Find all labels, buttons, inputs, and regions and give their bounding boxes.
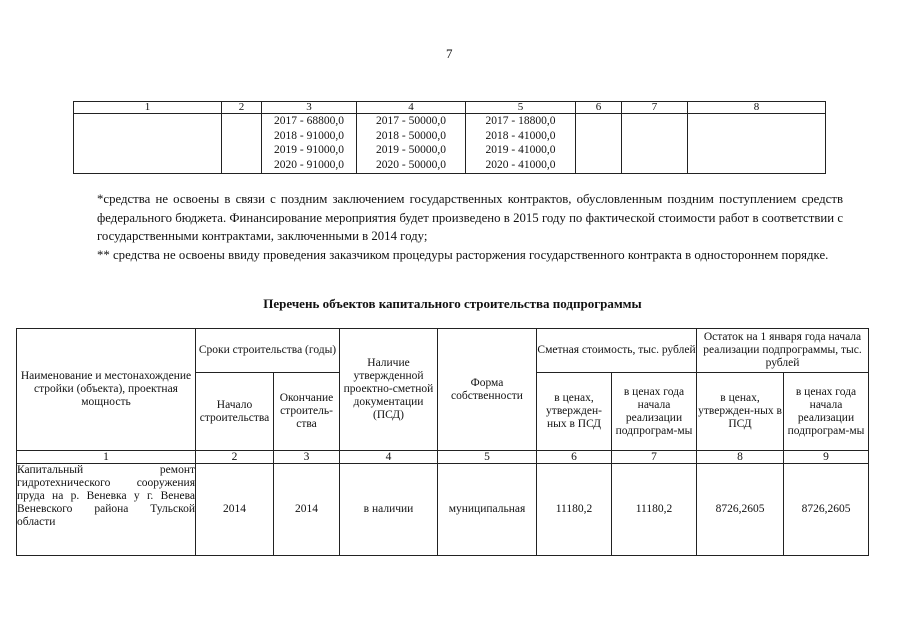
header-end: Окончание строитель-ства: [274, 373, 340, 451]
funding-year-value: 2017 - 18800,0: [485, 115, 556, 127]
column-number: 1: [17, 451, 196, 464]
header-remainder-start-year: в ценах года начала реализации подпрограм-мы: [784, 373, 869, 451]
header-object-name: Наименование и местонахождение стройки (объекта), проектная мощность: [17, 329, 196, 451]
cost-approved-cell: 11180,2: [537, 464, 612, 556]
funding-year-value: 2020 - 50000,0: [376, 158, 446, 171]
funding-year-value: 2019 - 91000,0: [274, 144, 344, 156]
footnotes: [97, 190, 843, 264]
header-cell: 4: [357, 102, 466, 114]
funding-year-value: 2018 - 91000,0: [274, 129, 344, 142]
funding-col5-cell: [466, 114, 576, 174]
table-header-row: [17, 329, 869, 373]
table-cell: [688, 114, 826, 174]
header-remainder-approved: в ценах, утвержден-ных в ПСД: [697, 373, 784, 451]
table-row: [74, 114, 826, 174]
column-number: 4: [340, 451, 438, 464]
table-cell: [222, 114, 262, 174]
header-estimated-cost: Сметная стоимость, тыс. рублей: [537, 329, 697, 373]
header-cell: 3: [262, 102, 357, 114]
remainder-approved-cell: 8726,2605: [697, 464, 784, 556]
table-cell: [576, 114, 622, 174]
header-ownership: Форма собственности: [438, 329, 537, 451]
table-cell: [622, 114, 688, 174]
column-number: 7: [612, 451, 697, 464]
remainder-start-year-cell: 8726,2605: [784, 464, 869, 556]
funding-col3-cell: [262, 114, 357, 174]
end-year-cell: 2014: [274, 464, 340, 556]
footnote-2: ** средства не освоены ввиду проведения заказчиком процедуры расторжения государственного контракта в одностороннем порядке.: [97, 247, 829, 262]
continued-table: [73, 101, 826, 174]
cost-start-year-cell: 11180,2: [612, 464, 697, 556]
column-number: 5: [438, 451, 537, 464]
header-cell: 8: [688, 102, 826, 114]
header-cell: 1: [74, 102, 222, 114]
table-cell: [74, 114, 222, 174]
funding-year-value: 2017 - 68800,0: [274, 115, 344, 127]
header-remainder: Остаток на 1 января года начала реализации подпрограммы, тыс. рублей: [697, 329, 869, 373]
funding-col4-cell: [357, 114, 466, 174]
column-number: 2: [196, 451, 274, 464]
header-cell: 5: [466, 102, 576, 114]
column-number: 3: [274, 451, 340, 464]
table-header-row: [74, 102, 826, 114]
funding-year-value: 2019 - 41000,0: [485, 144, 556, 156]
header-construction-terms: Сроки строительства (годы): [196, 329, 340, 373]
object-name-cell: Капитальный ремонт гидротехнического сооружения пруда на р. Веневка у г. Венева Веневского района Тульской области: [17, 464, 196, 556]
header-psd: Наличие утвержденной проектно-сметной документации (ПСД): [340, 329, 438, 451]
funding-year-value: 2017 - 50000,0: [376, 115, 446, 127]
ownership-cell: муниципальная: [438, 464, 537, 556]
header-cost-start-year: в ценах года начала реализации подпрограм-мы: [612, 373, 697, 451]
funding-year-value: 2019 - 50000,0: [376, 144, 446, 156]
header-cell: 7: [622, 102, 688, 114]
page-number: 7: [446, 46, 453, 61]
header-cost-approved: в ценах, утвержден-ных в ПСД: [537, 373, 612, 451]
capital-construction-table: [16, 328, 869, 556]
funding-year-value: 2020 - 91000,0: [274, 158, 344, 171]
section-title: Перечень объектов капитального строительства подпрограммы: [263, 296, 642, 311]
header-cell: 6: [576, 102, 622, 114]
table-row: [17, 464, 869, 556]
column-number: 6: [537, 451, 612, 464]
start-year-cell: 2014: [196, 464, 274, 556]
funding-year-value: 2020 - 41000,0: [485, 158, 556, 171]
column-numbers-row: [17, 451, 869, 464]
column-number: 9: [784, 451, 869, 464]
column-number: 8: [697, 451, 784, 464]
header-cell: 2: [222, 102, 262, 114]
funding-year-value: 2018 - 41000,0: [485, 129, 556, 142]
psd-cell: в наличии: [340, 464, 438, 556]
footnote-1: *средства не освоены в связи с поздним заключением государственных контрактов, обусловленным поздним поступлением средств федерального бюджета. Финансирование мероприятия будет произведено в 2015 году по фактической стоимости работ в соответствии с государственными контрактами, заключенными в 2014 году;: [97, 192, 843, 243]
funding-year-value: 2018 - 50000,0: [376, 129, 446, 142]
header-start: Начало строительства: [196, 373, 274, 451]
